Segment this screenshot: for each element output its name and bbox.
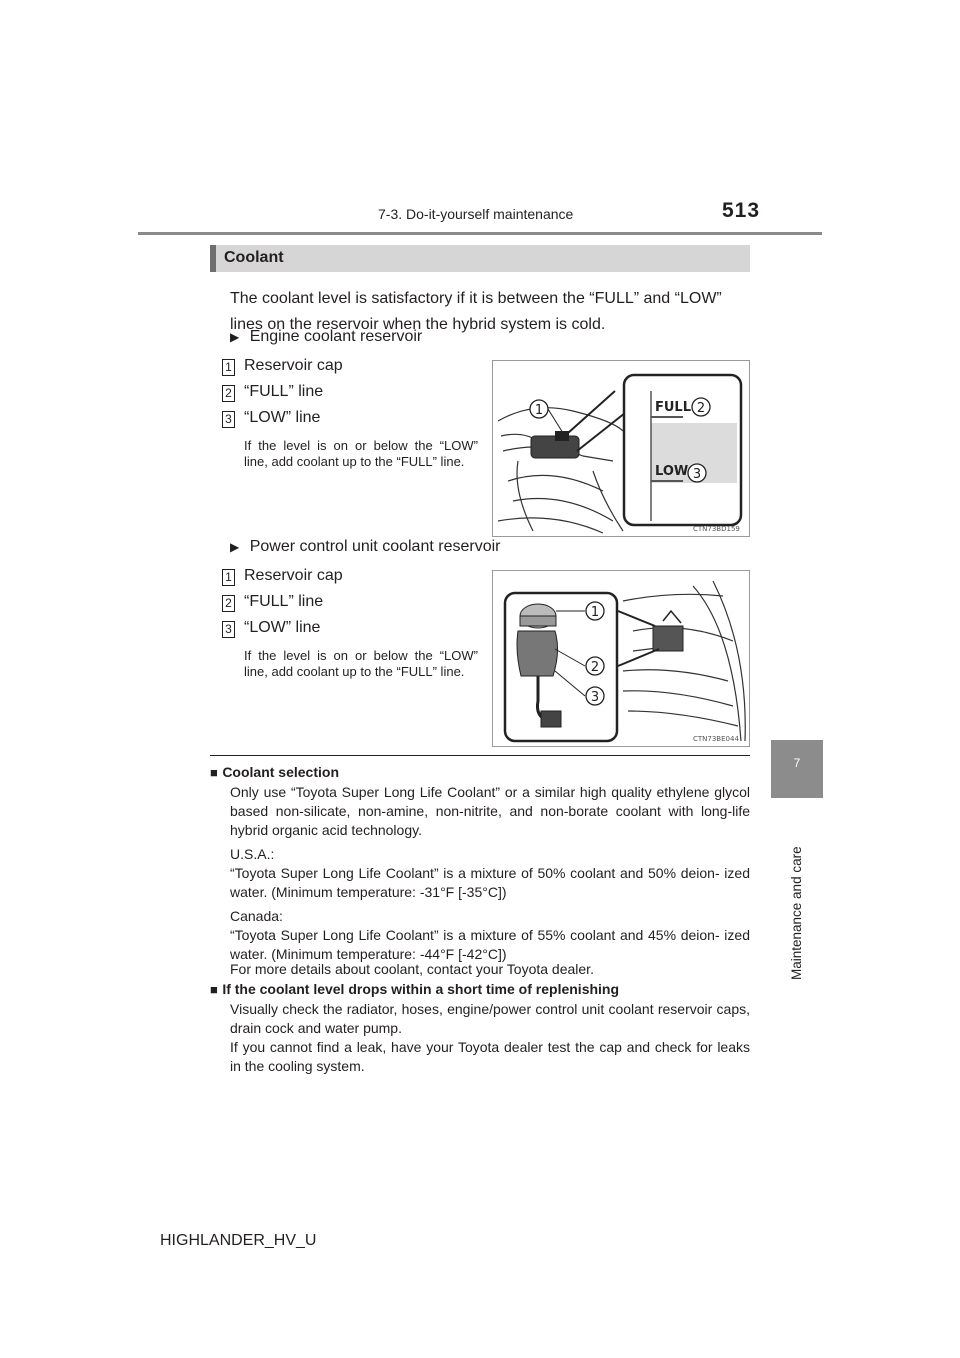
pcu-item-num-1: 1 (222, 569, 235, 586)
fig-full-label: FULL (655, 400, 692, 415)
pcu-heading-text: Power control unit coolant reservoir (249, 538, 501, 555)
chapter-label (789, 820, 805, 980)
note-canada-text: “Toyota Super Long Life Coolant” is a mixture of 55% coolant and 45% deion- ized water. (Minimum temperature: -44°F [-42°C]) (230, 927, 750, 962)
pcu-item-label-2: “FULL” line (244, 593, 324, 610)
pcu-note: If the level is on or below the “LOW” line, add coolant up to the “FULL” line. (244, 648, 478, 679)
engine-heading-text: Engine coolant reservoir (249, 328, 423, 345)
engine-item-num-2: 2 (222, 385, 235, 402)
arrow-right-icon: ▶ (230, 330, 240, 344)
square-bullet-icon: ■ (210, 982, 218, 997)
note-usa-label: U.S.A.: (230, 846, 275, 862)
note-selection-body: Only use “Toyota Super Long Life Coolant” or a similar high quality ethylene glycol based non-silicate, non-amine, non-nitrite, and non-borate coolant with long-life hybrid organic acid technology. (230, 784, 750, 838)
arrow-right-icon: ▶ (230, 540, 240, 554)
engine-item-label-2: “FULL” line (244, 383, 324, 400)
notes-divider (210, 755, 750, 756)
footer-model-code: HIGHLANDER_HV_U (160, 1232, 317, 1249)
pcu-item-label-1: Reservoir cap (244, 567, 343, 584)
square-bullet-icon: ■ (210, 765, 218, 780)
note-usa-text: “Toyota Super Long Life Coolant” is a mixture of 50% coolant and 50% deion- ized water. (Minimum temperature: -31°F [-35°C]) (230, 865, 750, 900)
pcu-reservoir-figure (492, 570, 750, 747)
intro-paragraph: The coolant level is satisfactory if it is between the “FULL” and “LOW” lines on the reservoir when the hybrid system is cold. (230, 290, 722, 333)
engine-figure-code: CTN73BD159 (693, 525, 740, 533)
page-number: 513 (722, 199, 761, 222)
note-canada-label: Canada: (230, 908, 283, 924)
pcu-reservoir-illustration (493, 571, 749, 746)
note-selection-title: Coolant selection (222, 764, 339, 780)
engine-item-label-1: Reservoir cap (244, 357, 343, 374)
note-drops-body-1: Visually check the radiator, hoses, engine/power control unit coolant reservoir caps, drain cock and water pump. (230, 1001, 750, 1036)
pcu-item-num-2: 2 (222, 595, 235, 612)
note-dealer: For more details about coolant, contact your Toyota dealer. (230, 961, 594, 977)
engine-heading (230, 328, 422, 346)
pcu-fig-callout-1: 1 (590, 605, 600, 620)
pcu-fig-callout-3: 3 (590, 690, 600, 705)
engine-note: If the level is on or below the “LOW” line, add coolant up to the “FULL” line. (244, 438, 478, 469)
fig-callout-1: 1 (534, 403, 544, 418)
engine-item-label-3: “LOW” line (244, 409, 321, 426)
engine-reservoir-figure (492, 360, 750, 537)
pcu-heading (230, 538, 500, 556)
pcu-item-label-3: “LOW” line (244, 619, 321, 636)
note-drops-body-2: If you cannot find a leak, have your Toyota dealer test the cap and check for leaks in the cooling system. (230, 1039, 750, 1074)
chapter-label-text: Maintenance and care (789, 846, 804, 980)
section-title: Coolant (224, 249, 284, 266)
pcu-item-num-3: 3 (222, 621, 235, 638)
engine-reservoir-illustration (493, 361, 749, 536)
note-selection-heading (210, 764, 339, 782)
header-section-title: 7-3. Do-it-yourself maintenance (378, 206, 574, 222)
fig-callout-3: 3 (692, 467, 702, 482)
note-drops-title: If the coolant level drops within a short time of replenishing (222, 981, 620, 997)
section-bar (210, 245, 750, 272)
fig-callout-2: 2 (696, 401, 706, 416)
pcu-fig-callout-2: 2 (590, 660, 600, 675)
chapter-number: 7 (793, 756, 801, 770)
engine-item-num-3: 3 (222, 411, 235, 428)
fig-low-label: LOW (655, 464, 689, 479)
header-rule (138, 232, 822, 235)
pcu-figure-code: CTN73BE044 (693, 735, 739, 743)
engine-item-num-1: 1 (222, 359, 235, 376)
note-drops-heading (210, 981, 619, 999)
